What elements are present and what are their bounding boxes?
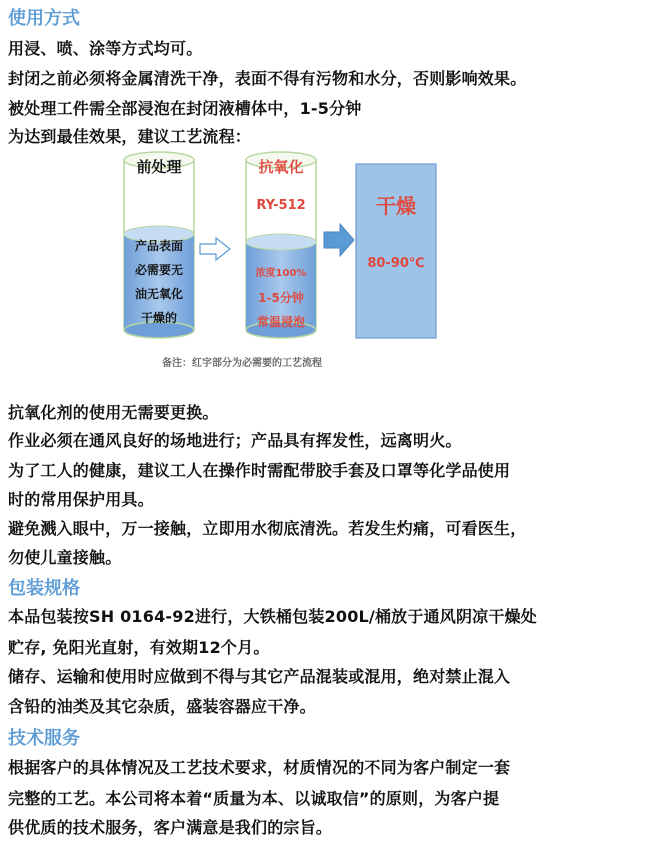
step1-title: 前处理 xyxy=(136,158,182,176)
step1-body-3: 油无氧化 xyxy=(134,287,183,301)
safety-line-2: 作业必须在通风良好的场地进行；产品具有挥发性，远离明火。 xyxy=(8,431,462,450)
step2-product: RY-512 xyxy=(256,198,306,213)
usage-line-3: 被处理工件需全部浸泡在封闭液槽体中，1-5分钟 xyxy=(8,99,362,118)
diagram-note: 备注：红字部分为必需要的工艺流程 xyxy=(162,358,322,369)
safety-line-1: 抗氧化剂的使用无需要更换。 xyxy=(8,403,219,422)
packaging-line-4: 含铅的油类及其它杂质，盛装容器应干净。 xyxy=(8,697,316,716)
usage-heading: 使用方式 xyxy=(8,8,80,29)
arrow-solid xyxy=(324,224,354,256)
packaging-line-2: 贮存, 免阳光直射，有效期12个月。 xyxy=(8,638,270,657)
step2-time: 1-5分钟 xyxy=(258,291,304,305)
safety-line-4: 时的常用保护用具。 xyxy=(8,490,154,509)
usage-line-1: 用浸、喷、涂等方式均可。 xyxy=(8,39,203,58)
service-heading: 技术服务 xyxy=(8,728,80,749)
usage-line-2: 封闭之前必须将金属清洗干净，表面不得有污物和水分，否则影响效果。 xyxy=(8,69,527,88)
step1-body-4: 干燥的 xyxy=(140,311,177,325)
packaging-line-1: 本品包装按SH 0164-92进行，大铁桶包装200L/桶放于通风阴凉干燥处 xyxy=(8,607,537,626)
step2-method: 常温浸泡 xyxy=(256,315,305,329)
step2-title: 抗氧化 xyxy=(258,158,304,176)
arrow-outline xyxy=(200,238,230,260)
process-diagram xyxy=(100,150,440,372)
safety-line-5: 避免溅入眼中，万一接触，立即用水彻底清洗。若发生灼痛，可看医生， xyxy=(8,519,527,538)
anti-oxidation-cylinder xyxy=(246,152,316,338)
step2-concentration: 浓度100% xyxy=(255,268,307,279)
step1-body-2: 必需要无 xyxy=(134,263,183,277)
packaging-line-3: 储存、运输和使用时应做到不得与其它产品混装或混用，绝对禁止混入 xyxy=(8,667,511,686)
safety-line-6: 勿使儿童接触。 xyxy=(8,548,122,567)
service-line-3: 供优质的技术服务，客户满意是我们的宗旨。 xyxy=(8,818,333,837)
usage-line-4: 为达到最佳效果，建议工艺流程： xyxy=(8,127,252,146)
step3-temp: 80-90℃ xyxy=(367,256,425,271)
step3-title: 干燥 xyxy=(376,194,416,218)
step1-body-1: 产品表面 xyxy=(134,239,183,253)
packaging-heading: 包装规格 xyxy=(8,578,80,599)
service-line-1: 根据客户的具体情况及工艺技术要求，材质情况的不同为客户制定一套 xyxy=(8,758,511,777)
safety-line-3: 为了工人的健康，建议工人在操作时需配带胶手套及口罩等化学品使用 xyxy=(8,461,511,480)
service-line-2: 完整的工艺。本公司将本着“质量为本、以诚取信”的原则，为客户提 xyxy=(8,789,500,808)
